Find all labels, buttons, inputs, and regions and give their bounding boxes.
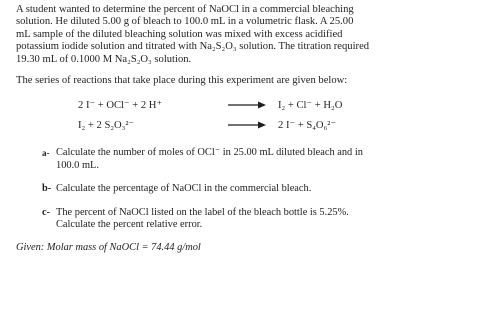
intro-line: potassium iodide solution and titrated with Na₂S₂O₃ solution. The titration required bbox=[16, 41, 370, 53]
reaction-reactants: I₂ + 2 S₂O₃²⁻ bbox=[78, 120, 135, 132]
intro-line: A student wanted to determine the percent of NaOCl in a commercial bleaching bbox=[16, 4, 354, 15]
question-c bbox=[16, 207, 485, 232]
intro-line: 19.30 mL of 0.1000 M Na₂S₂O₃ solution. bbox=[16, 53, 192, 65]
reaction-equation-2 bbox=[16, 119, 485, 139]
question-marker: b- bbox=[42, 183, 52, 195]
question-list bbox=[16, 147, 485, 231]
intro-paragraph bbox=[16, 4, 485, 66]
given-molar-mass: Given: Molar mass of NaOCl = 74.44 g/mol bbox=[16, 242, 201, 254]
right-arrow-icon bbox=[228, 119, 266, 131]
question-text: 100.0 mL. bbox=[56, 159, 100, 171]
question-a bbox=[16, 147, 485, 172]
intro-line: solution. He diluted 5.00 g of bleach to 100.0 mL in a volumetric flask. A 25.00 bbox=[16, 16, 354, 28]
reactions-intro-text: The series of reactions that take place during this experiment are given below: bbox=[16, 75, 348, 87]
question-marker: c- bbox=[42, 206, 51, 218]
question-text: Calculate the percent relative error. bbox=[56, 219, 203, 231]
reaction-reactants: 2 I⁻ + OCl⁻ + 2 H⁺ bbox=[78, 100, 163, 112]
question-marker: a- bbox=[42, 148, 50, 159]
question-text: The percent of NaOCl listed on the label of the bleach bottle is 5.25%. bbox=[56, 206, 349, 218]
reaction-equation-1 bbox=[16, 99, 485, 119]
question-text: Calculate the percentage of NaOCl in the commercial bleach. bbox=[56, 183, 312, 195]
right-arrow-icon bbox=[228, 99, 266, 111]
reaction-products: 2 I⁻ + S₄O₆²⁻ bbox=[278, 120, 337, 132]
question-text: Calculate the number of moles of OCl⁻ in 25.00 mL diluted bleach and in bbox=[56, 147, 363, 159]
reaction-products: I₂ + Cl⁻ + H₂O bbox=[278, 100, 343, 112]
intro-line: mL sample of the diluted bleaching solution was mixed with excess acidified bbox=[16, 28, 343, 40]
question-b bbox=[16, 183, 485, 195]
